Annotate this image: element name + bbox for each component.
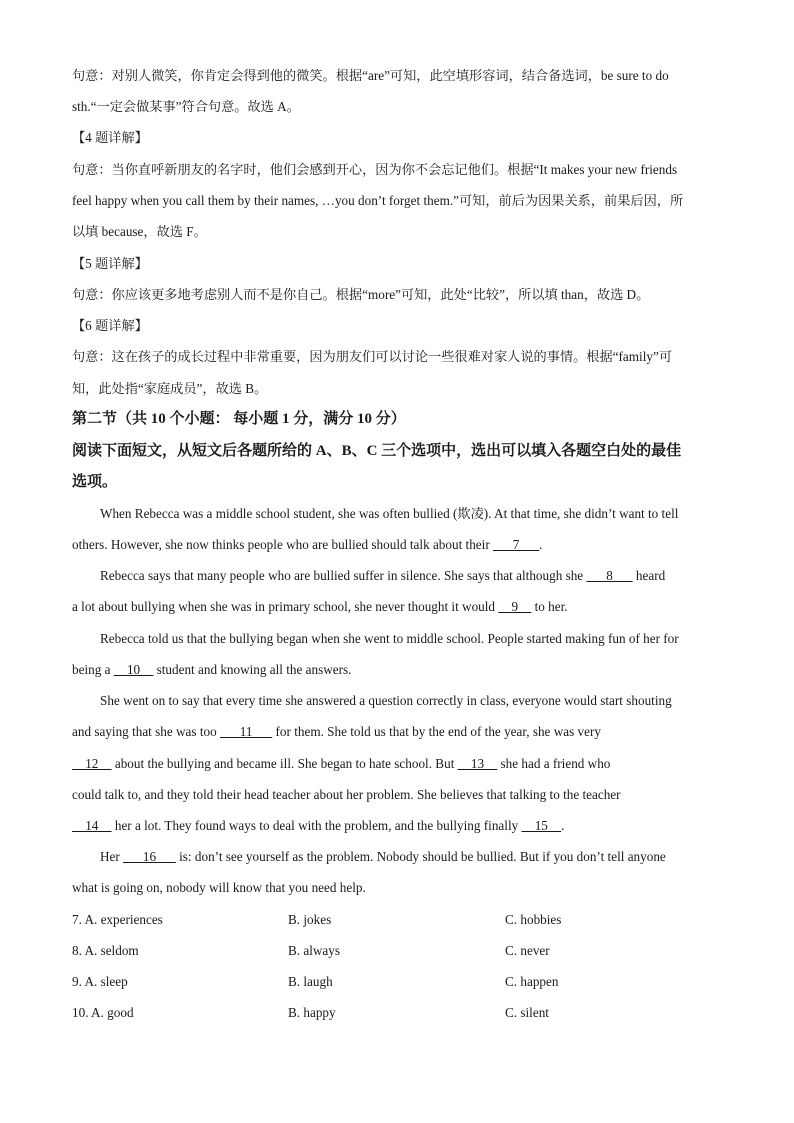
option-b: B. laugh: [288, 974, 333, 989]
passage-line: [72, 536, 542, 554]
explanation-line: 句意：这在孩子的成长过程中非常重要，因为朋友们可以讨论一些很难对家人说的事情。根据“family”可: [72, 349, 673, 364]
question-4-heading: 【4 题详解】: [72, 130, 148, 145]
passage-line: [72, 817, 564, 835]
passage-text: .: [539, 537, 543, 552]
passage-text: she had a friend who: [497, 756, 611, 771]
blank-10: 10: [113, 662, 154, 677]
section-instruction: 选项。: [72, 474, 118, 490]
option-b: B. jokes: [288, 912, 332, 927]
passage-text: a lot about bullying when she was in primary school, she never thought it would: [72, 599, 499, 614]
option-b: B. always: [288, 943, 341, 958]
blank-13: 13: [457, 756, 498, 771]
passage-line: When Rebecca was a middle school student, she was often bullied (欺凌). At that time, she didn’t want to tell: [100, 506, 679, 521]
explanation-line: feel happy when you call them by their names, …you don’t forget them.”可知，前后为因果关系，前果后因，所: [72, 193, 684, 208]
passage-line: She went on to say that every time she answered a question correctly in class, everyone would start shouting: [100, 693, 672, 708]
explanation-line: 以填 because，故选 F。: [72, 224, 207, 239]
question-5-heading: 【5 题详解】: [72, 256, 148, 271]
passage-line: [72, 661, 351, 679]
passage-text: heard: [632, 568, 666, 583]
blank-12: 12: [72, 756, 112, 771]
passage-line: could talk to, and they told their head teacher about her problem. She believes that talking to the teacher: [72, 787, 621, 802]
passage-line: [72, 723, 601, 741]
passage-line: Rebecca told us that the bullying began when she went to middle school. People started making fun of her for: [100, 631, 679, 646]
option-a: 9. A. sleep: [72, 974, 128, 989]
section-title: 第二节（共 10 个小题： 每小题 1 分，满分 10 分）: [72, 411, 406, 427]
passage-text: being a: [72, 662, 114, 677]
passage-line: [72, 755, 610, 773]
passage-line: what is going on, nobody will know that you need help.: [72, 880, 366, 895]
explanation-line: 知，此处指“家庭成员”，故选 B。: [72, 381, 268, 396]
passage-line: [72, 598, 568, 616]
blank-8: 8: [586, 568, 633, 583]
option-c: C. happen: [505, 974, 559, 989]
passage-text: Rebecca says that many people who are bullied suffer in silence. She says that although she: [100, 568, 587, 583]
passage-text: about the bullying and became ill. She began to hate school. But: [111, 756, 458, 771]
option-a: 7. A. experiences: [72, 912, 163, 927]
blank-7: 7: [493, 537, 540, 552]
passage-text: .: [561, 818, 565, 833]
passage-line: [100, 848, 666, 866]
option-a: 8. A. seldom: [72, 943, 139, 958]
passage-text: others. However, she now thinks people who are bullied should talk about their: [72, 537, 494, 552]
passage-text: and saying that she was too: [72, 724, 220, 739]
option-c: C. never: [505, 943, 550, 958]
option-c: C. hobbies: [505, 912, 562, 927]
blank-9: 9: [498, 599, 532, 614]
passage-text: is: don’t see yourself as the problem. Nobody should be bullied. But if you don’t tell anyone: [175, 849, 666, 864]
blank-15: 15: [521, 818, 562, 833]
blank-16: 16: [123, 849, 176, 864]
passage-text: her a lot. They found ways to deal with the problem, and the bullying finally: [111, 818, 522, 833]
option-a: 10. A. good: [72, 1005, 134, 1020]
explanation-line: 句意：你应该更多地考虑别人而不是你自己。根据“more”可知，此处“比较”，所以填 than，故选 D。: [72, 287, 650, 302]
passage-text: to her.: [531, 599, 568, 614]
passage-text: student and knowing all the answers.: [153, 662, 352, 677]
option-b: B. happy: [288, 1005, 336, 1020]
blank-11: 11: [219, 724, 273, 739]
option-c: C. silent: [505, 1005, 549, 1020]
explanation-line: 句意：对别人微笑，你肯定会得到他的微笑。根据“are”可知，此空填形容词，结合备选词，be sure to do: [72, 68, 669, 83]
blank-14: 14: [72, 818, 112, 833]
question-6-heading: 【6 题详解】: [72, 318, 148, 333]
passage-line: [100, 567, 665, 585]
explanation-line: 句意：当你直呼新朋友的名字时，他们会感到开心，因为你不会忘记他们。根据“It makes your new friends: [72, 162, 678, 177]
passage-text: Her: [100, 849, 124, 864]
passage-text: for them. She told us that by the end of the year, she was very: [272, 724, 601, 739]
explanation-line: sth.“一定会做某事”符合句意。故选 A。: [72, 99, 300, 114]
section-instruction: 阅读下面短文，从短文后各题所给的 A、B、C 三个选项中，选出可以填入各题空白处的最佳: [72, 443, 682, 459]
